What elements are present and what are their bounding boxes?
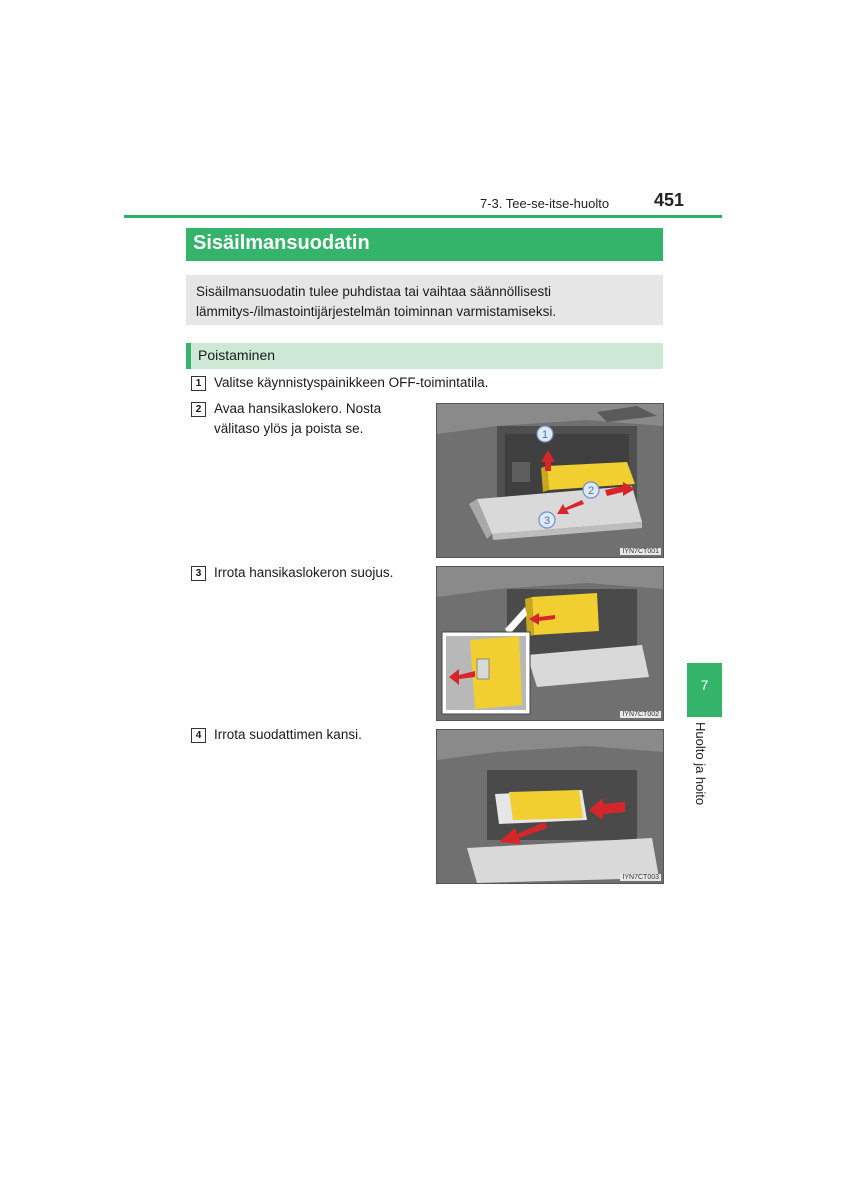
callout-2-label: 2 [587, 485, 595, 497]
subheading-accent [186, 343, 191, 369]
callout-3-label: 3 [543, 515, 551, 527]
subheading: Poistaminen [198, 347, 276, 363]
filter-cover-illustration [437, 730, 663, 883]
step-text-1: Valitse käynnistyspainikkeen OFF-toimintatila. [214, 375, 489, 390]
figure-code: IYN7CT003 [622, 874, 659, 881]
subheading-bar [186, 343, 663, 369]
step-number-3: 3 [191, 566, 206, 581]
chapter-tab [687, 663, 722, 717]
intro-box [186, 275, 663, 325]
figure-glovebox-tray [436, 403, 664, 558]
step-number-4: 4 [191, 728, 206, 743]
figure-code: IYN7CT001 [622, 548, 659, 555]
title-bar [186, 228, 663, 261]
step-text-3: Irrota hansikaslokeron suojus. [214, 565, 394, 580]
chapter-label: Huolto ja hoito [693, 722, 708, 806]
page-number: 451 [654, 190, 685, 210]
header-rule [124, 215, 722, 218]
step-number-1: 1 [191, 376, 206, 391]
callout-1-label: 1 [541, 429, 549, 441]
step-number-2: 2 [191, 402, 206, 417]
step-text-4: Irrota suodattimen kansi. [214, 727, 362, 742]
figure-filter-cover [436, 729, 664, 884]
figure-glovebox-cover [436, 566, 664, 721]
intro-text: Sisäilmansuodatin tulee puhdistaa tai vaihtaa säännöllisesti lämmitys-/ilmastointijärjestelmän toiminnan varmistamiseksi. [196, 284, 557, 319]
glovebox-cover-illustration [437, 567, 663, 720]
chapter-number: 7 [700, 677, 709, 693]
page-title: Sisäilmansuodatin [193, 232, 370, 254]
figure-code: IYN7CT002 [622, 711, 659, 718]
glovebox-tray-illustration [437, 404, 663, 557]
section-title: 7-3. Tee-se-itse-huolto [480, 196, 610, 211]
step-text-2: Avaa hansikaslokero. Nosta välitaso ylös ja poista se. [214, 401, 382, 436]
